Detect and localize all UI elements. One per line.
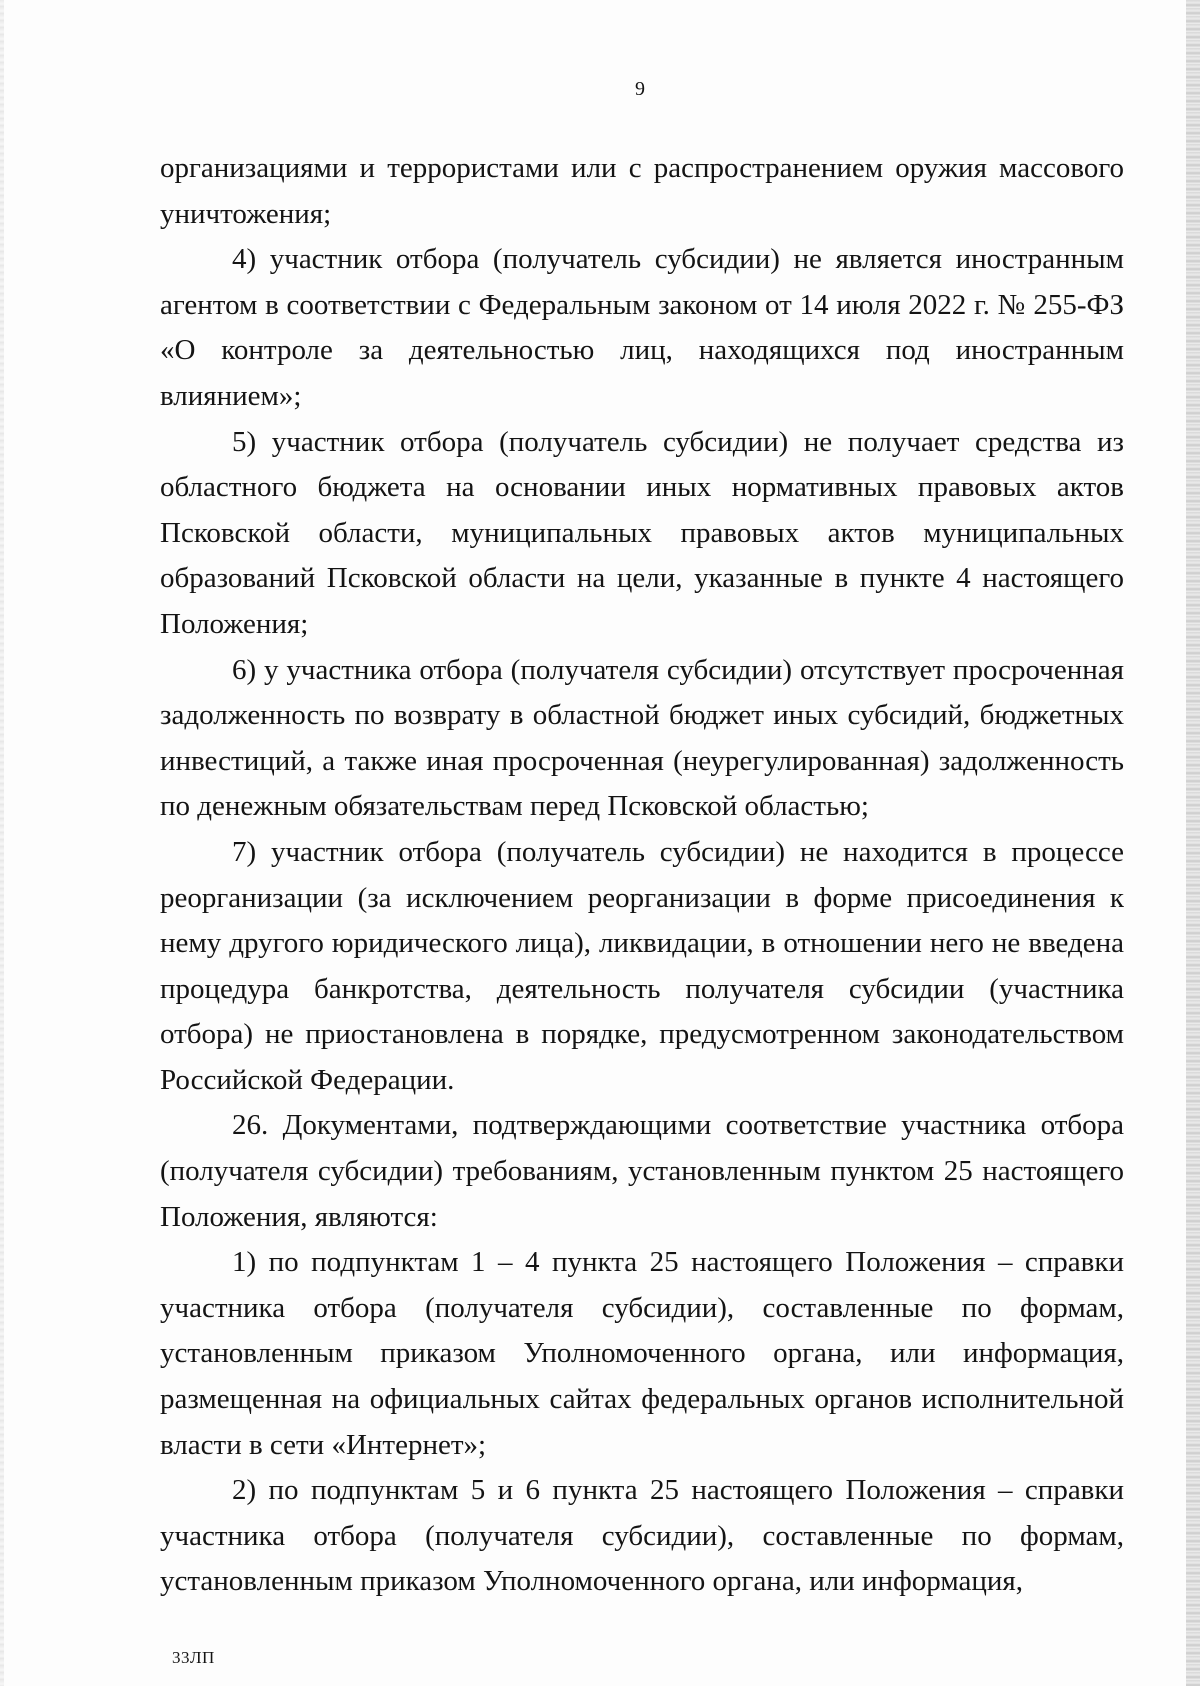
paragraph-continuation: организациями и террористами или с распространением оружия массового уничтожения; bbox=[160, 152, 1124, 230]
paragraph-item-4: 4) участник отбора (получатель субсидии) не является иностранным агентом в соответствии с Федеральным законом от 14 июля 2022 г. № 255-ФЗ «О контроле за деятельностью лиц, находящихся под иностранным влиянием»; bbox=[160, 243, 1124, 412]
paragraph-clause-26: 26. Документами, подтверждающими соответствие участника отбора (получателя субсидии) требованиям, установленным пунктом 25 настоящего Положения, являются: bbox=[160, 1109, 1124, 1233]
scan-left-edge bbox=[0, 0, 4, 1686]
paragraph-subitem-2: 2) по подпунктам 5 и 6 пункта 25 настоящего Положения – справки участника отбора (получателя субсидии), составленные по формам, установленным приказом Уполномоченного органа, или информация, bbox=[160, 1474, 1124, 1598]
scan-right-edge bbox=[1186, 0, 1200, 1686]
body-text bbox=[160, 146, 1124, 1605]
paragraph-subitem-1: 1) по подпунктам 1 – 4 пункта 25 настоящего Положения – справки участника отбора (получателя субсидии), составленные по формам, установленным приказом Уполномоченного органа, или информация, размещенная на официальных сайтах федеральных органов исполнительной власти в сети «Интернет»; bbox=[160, 1246, 1124, 1461]
page-number: 9 bbox=[635, 78, 645, 100]
paragraph-item-5: 5) участник отбора (получатель субсидии) не получает средства из областного бюджета на основании иных нормативных правовых актов Псковской области, муниципальных правовых актов муниципальных образований Псковской области на цели, указанные в пункте 4 настоящего Положения; bbox=[160, 425, 1124, 640]
paragraph-item-6: 6) у участника отбора (получателя субсидии) отсутствует просроченная задолженность по возврату в областной бюджет иных субсидий, бюджетных инвестиций, а также иная просроченная (неурегулированная) задолженность по денежным обязательствам перед Псковской областью; bbox=[160, 653, 1124, 823]
footer-code: 33ЛП bbox=[172, 1648, 215, 1667]
paragraph-item-7: 7) участник отбора (получатель субсидии) не находится в процессе реорганизации (за исключением реорганизации в форме присоединения к нему другого юридического лица), ликвидации, в отношении него не введена процедура банкротства, деятельность получателя субсидии (участника отбора) не приостановлена в порядке, предусмотренном законодательством Российской Федерации. bbox=[160, 835, 1124, 1096]
